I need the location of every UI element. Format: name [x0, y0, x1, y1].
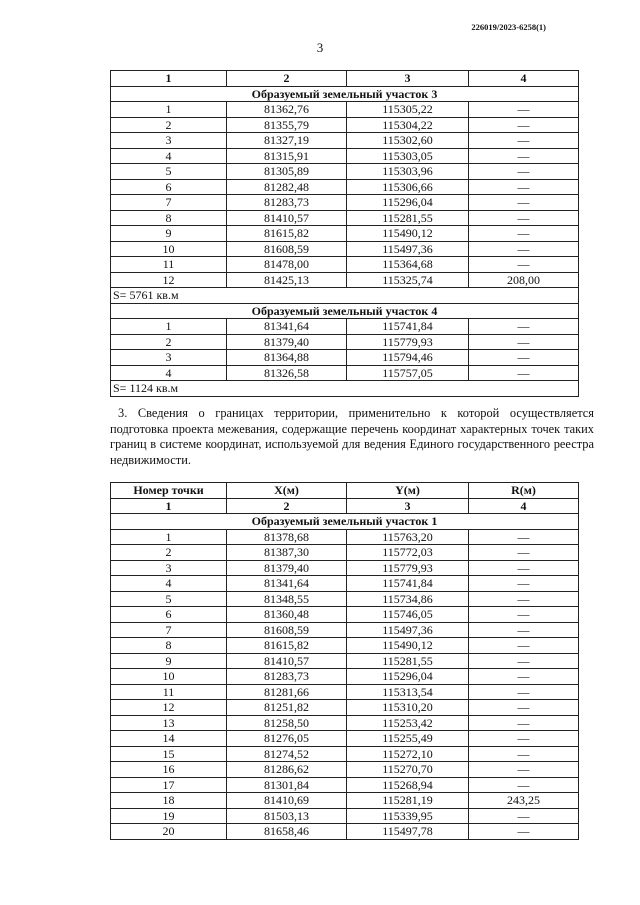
table-row — [111, 560, 579, 576]
y-coordinate: 115281,55 — [347, 210, 469, 226]
point-number: 19 — [111, 808, 227, 824]
y-coordinate: 115734,86 — [347, 591, 469, 607]
radius: — — [469, 117, 579, 133]
x-coordinate: 81379,40 — [227, 334, 347, 350]
radius: — — [469, 319, 579, 335]
column-numbers-row — [111, 498, 579, 514]
coordinates-table-2 — [110, 482, 579, 840]
section-title: Образуемый земельный участок 3 — [111, 86, 579, 102]
radius: — — [469, 731, 579, 747]
table-row — [111, 257, 579, 273]
table-row — [111, 607, 579, 623]
y-coordinate: 115746,05 — [347, 607, 469, 623]
radius: — — [469, 164, 579, 180]
table-row — [111, 545, 579, 561]
table-row — [111, 117, 579, 133]
paragraph-text: 3. Сведения о границах территории, применительно к которой осуществляется подготовка проекта межевания, содержащие перечень координат характерных точек таких границ в системе координат, используемой для ведения Единого государственного реестра недвижимости. — [110, 406, 594, 467]
col-header-y: Y(м) — [347, 483, 469, 499]
point-number: 2 — [111, 117, 227, 133]
x-coordinate: 81615,82 — [227, 638, 347, 654]
radius: — — [469, 700, 579, 716]
radius: — — [469, 148, 579, 164]
x-coordinate: 81360,48 — [227, 607, 347, 623]
radius: — — [469, 102, 579, 118]
point-number: 10 — [111, 241, 227, 257]
y-coordinate: 115490,12 — [347, 638, 469, 654]
x-coordinate: 81274,52 — [227, 746, 347, 762]
coordinates-table-1 — [110, 70, 579, 397]
table-row — [111, 731, 579, 747]
radius: — — [469, 560, 579, 576]
y-coordinate: 115296,04 — [347, 195, 469, 211]
radius: — — [469, 808, 579, 824]
x-coordinate: 81608,59 — [227, 622, 347, 638]
table-row — [111, 529, 579, 545]
table-row — [111, 226, 579, 242]
column-numbers-row — [111, 71, 579, 87]
x-coordinate: 81326,58 — [227, 365, 347, 381]
point-number: 12 — [111, 272, 227, 288]
y-coordinate: 115497,36 — [347, 241, 469, 257]
table-row — [111, 793, 579, 809]
y-coordinate: 115763,20 — [347, 529, 469, 545]
x-coordinate: 81615,82 — [227, 226, 347, 242]
point-number: 20 — [111, 824, 227, 840]
y-coordinate: 115253,42 — [347, 715, 469, 731]
page-number: 3 — [316, 40, 324, 55]
y-coordinate: 115310,20 — [347, 700, 469, 716]
radius: — — [469, 365, 579, 381]
x-coordinate: 81658,46 — [227, 824, 347, 840]
col-header-r: R(м) — [469, 483, 579, 499]
y-coordinate: 115779,93 — [347, 560, 469, 576]
table-row — [111, 746, 579, 762]
y-coordinate: 115779,93 — [347, 334, 469, 350]
x-coordinate: 81608,59 — [227, 241, 347, 257]
point-number: 6 — [111, 607, 227, 623]
table-row — [111, 195, 579, 211]
x-coordinate: 81301,84 — [227, 777, 347, 793]
y-coordinate: 115255,49 — [347, 731, 469, 747]
radius: — — [469, 226, 579, 242]
y-coordinate: 115497,78 — [347, 824, 469, 840]
x-coordinate: 81362,76 — [227, 102, 347, 118]
document-number: 226019/2023-6258(1) — [471, 22, 546, 32]
table-row — [111, 576, 579, 592]
point-number: 2 — [111, 545, 227, 561]
radius: — — [469, 591, 579, 607]
y-coordinate: 115741,84 — [347, 319, 469, 335]
y-coordinate: 115490,12 — [347, 226, 469, 242]
table-row — [111, 777, 579, 793]
radius: — — [469, 576, 579, 592]
x-coordinate: 81315,91 — [227, 148, 347, 164]
y-coordinate: 115339,95 — [347, 808, 469, 824]
y-coordinate: 115497,36 — [347, 622, 469, 638]
point-number: 9 — [111, 653, 227, 669]
section-title-row — [111, 514, 579, 530]
section-title: Образуемый земельный участок 4 — [111, 303, 579, 319]
table-row — [111, 762, 579, 778]
y-coordinate: 115303,05 — [347, 148, 469, 164]
radius: — — [469, 777, 579, 793]
radius: — — [469, 653, 579, 669]
table-row — [111, 210, 579, 226]
table-row — [111, 272, 579, 288]
y-coordinate: 115794,46 — [347, 350, 469, 366]
radius: — — [469, 133, 579, 149]
col-number: 3 — [347, 498, 469, 514]
point-number: 6 — [111, 179, 227, 195]
area-total: S= 5761 кв.м — [111, 288, 579, 304]
x-coordinate: 81425,13 — [227, 272, 347, 288]
y-coordinate: 115304,22 — [347, 117, 469, 133]
table-row — [111, 715, 579, 731]
radius: — — [469, 622, 579, 638]
x-coordinate: 81283,73 — [227, 669, 347, 685]
y-coordinate: 115281,55 — [347, 653, 469, 669]
radius: — — [469, 241, 579, 257]
x-coordinate: 81410,69 — [227, 793, 347, 809]
y-coordinate: 115302,60 — [347, 133, 469, 149]
x-coordinate: 81341,64 — [227, 319, 347, 335]
y-coordinate: 115772,03 — [347, 545, 469, 561]
x-coordinate: 81478,00 — [227, 257, 347, 273]
x-coordinate: 81341,64 — [227, 576, 347, 592]
x-coordinate: 81379,40 — [227, 560, 347, 576]
x-coordinate: 81378,68 — [227, 529, 347, 545]
y-coordinate: 115306,66 — [347, 179, 469, 195]
point-number: 3 — [111, 350, 227, 366]
radius: — — [469, 210, 579, 226]
area-total: S= 1124 кв.м — [111, 381, 579, 397]
col-number: 3 — [347, 71, 469, 87]
y-coordinate: 115268,94 — [347, 777, 469, 793]
x-coordinate: 81355,79 — [227, 117, 347, 133]
x-coordinate: 81283,73 — [227, 195, 347, 211]
table-row — [111, 591, 579, 607]
x-coordinate: 81387,30 — [227, 545, 347, 561]
col-number: 4 — [469, 498, 579, 514]
y-coordinate: 115305,22 — [347, 102, 469, 118]
point-number: 14 — [111, 731, 227, 747]
point-number: 10 — [111, 669, 227, 685]
col-number: 1 — [111, 498, 227, 514]
point-number: 4 — [111, 148, 227, 164]
point-number: 1 — [111, 102, 227, 118]
point-number: 5 — [111, 164, 227, 180]
point-number: 3 — [111, 133, 227, 149]
point-number: 7 — [111, 622, 227, 638]
point-number: 7 — [111, 195, 227, 211]
x-coordinate: 81327,19 — [227, 133, 347, 149]
section-3-paragraph — [110, 406, 594, 468]
col-number: 1 — [111, 71, 227, 87]
y-coordinate: 115741,84 — [347, 576, 469, 592]
section-title-row — [111, 86, 579, 102]
table-row — [111, 334, 579, 350]
col-number: 2 — [227, 71, 347, 87]
col-number: 4 — [469, 71, 579, 87]
table-row — [111, 808, 579, 824]
table-row — [111, 148, 579, 164]
y-coordinate: 115325,74 — [347, 272, 469, 288]
point-number: 16 — [111, 762, 227, 778]
area-total-row — [111, 381, 579, 397]
radius: — — [469, 350, 579, 366]
table-row — [111, 700, 579, 716]
table-row — [111, 164, 579, 180]
section-title-row — [111, 303, 579, 319]
table-row — [111, 669, 579, 685]
radius: — — [469, 746, 579, 762]
point-number: 4 — [111, 576, 227, 592]
col-header-x: X(м) — [227, 483, 347, 499]
radius: — — [469, 607, 579, 623]
y-coordinate: 115757,05 — [347, 365, 469, 381]
point-number: 11 — [111, 684, 227, 700]
x-coordinate: 81286,62 — [227, 762, 347, 778]
table-row — [111, 102, 579, 118]
table-row — [111, 319, 579, 335]
point-number: 1 — [111, 529, 227, 545]
table-row — [111, 365, 579, 381]
x-coordinate: 81281,66 — [227, 684, 347, 700]
radius: 208,00 — [469, 272, 579, 288]
x-coordinate: 81276,05 — [227, 731, 347, 747]
y-coordinate: 115281,19 — [347, 793, 469, 809]
point-number: 15 — [111, 746, 227, 762]
table-row — [111, 638, 579, 654]
radius: — — [469, 257, 579, 273]
y-coordinate: 115272,10 — [347, 746, 469, 762]
x-coordinate: 81305,89 — [227, 164, 347, 180]
y-coordinate: 115303,96 — [347, 164, 469, 180]
x-coordinate: 81410,57 — [227, 210, 347, 226]
x-coordinate: 81251,82 — [227, 700, 347, 716]
table-row — [111, 350, 579, 366]
section-title: Образуемый земельный участок 1 — [111, 514, 579, 530]
radius: — — [469, 824, 579, 840]
point-number: 3 — [111, 560, 227, 576]
y-coordinate: 115313,54 — [347, 684, 469, 700]
x-coordinate: 81348,55 — [227, 591, 347, 607]
x-coordinate: 81503,13 — [227, 808, 347, 824]
y-coordinate: 115270,70 — [347, 762, 469, 778]
col-number: 2 — [227, 498, 347, 514]
x-coordinate: 81282,48 — [227, 179, 347, 195]
column-headers-row — [111, 483, 579, 499]
point-number: 17 — [111, 777, 227, 793]
x-coordinate: 81364,88 — [227, 350, 347, 366]
radius: — — [469, 195, 579, 211]
radius: — — [469, 545, 579, 561]
x-coordinate: 81258,50 — [227, 715, 347, 731]
area-total-row — [111, 288, 579, 304]
point-number: 4 — [111, 365, 227, 381]
radius: 243,25 — [469, 793, 579, 809]
point-number: 11 — [111, 257, 227, 273]
radius: — — [469, 715, 579, 731]
table-row — [111, 622, 579, 638]
point-number: 13 — [111, 715, 227, 731]
radius: — — [469, 179, 579, 195]
table-row — [111, 653, 579, 669]
table-row — [111, 179, 579, 195]
radius: — — [469, 638, 579, 654]
table-row — [111, 684, 579, 700]
col-header-point: Номер точки — [111, 483, 227, 499]
point-number: 8 — [111, 210, 227, 226]
radius: — — [469, 762, 579, 778]
radius: — — [469, 529, 579, 545]
point-number: 9 — [111, 226, 227, 242]
table-row — [111, 241, 579, 257]
radius: — — [469, 334, 579, 350]
table-row — [111, 824, 579, 840]
y-coordinate: 115296,04 — [347, 669, 469, 685]
point-number: 8 — [111, 638, 227, 654]
point-number: 1 — [111, 319, 227, 335]
point-number: 18 — [111, 793, 227, 809]
table-row — [111, 133, 579, 149]
radius: — — [469, 669, 579, 685]
x-coordinate: 81410,57 — [227, 653, 347, 669]
point-number: 12 — [111, 700, 227, 716]
radius: — — [469, 684, 579, 700]
y-coordinate: 115364,68 — [347, 257, 469, 273]
point-number: 2 — [111, 334, 227, 350]
point-number: 5 — [111, 591, 227, 607]
